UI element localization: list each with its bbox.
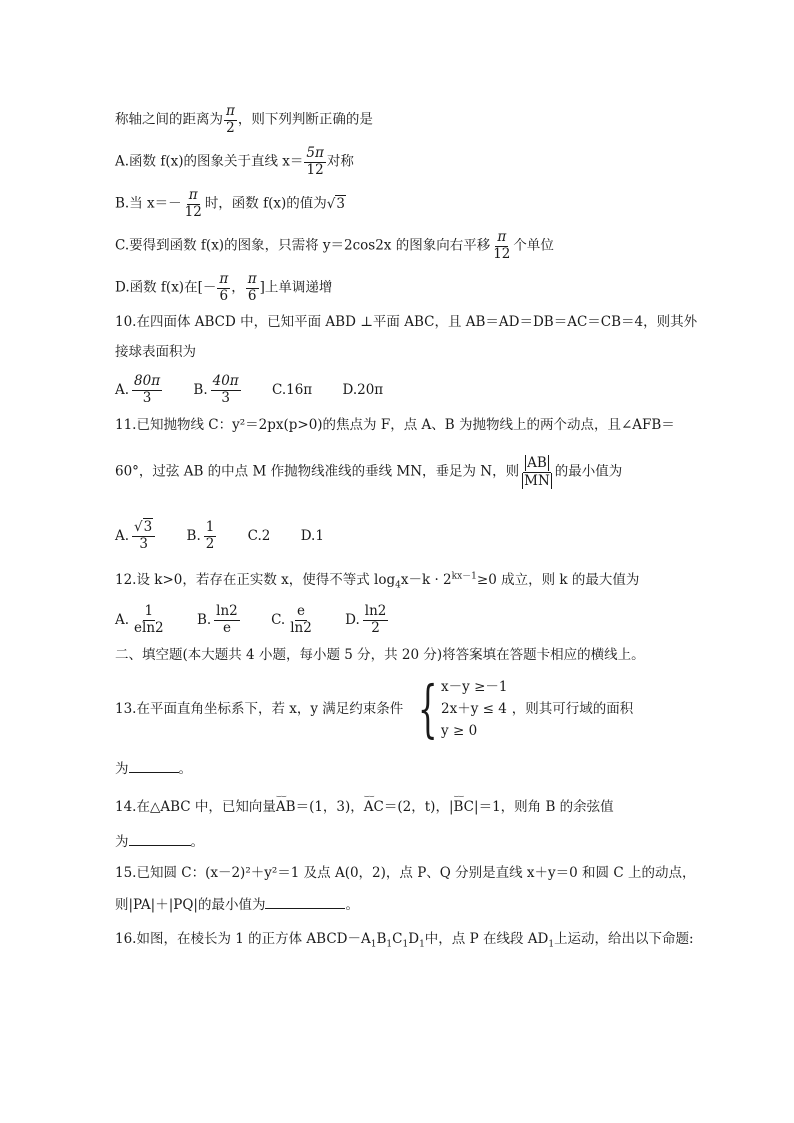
answer-blank[interactable] [265,894,345,909]
q11-options [115,520,694,552]
q14-line1: 14.在△ABC 中，已知向量⌣⌣ AB＝(1，3)，⌣⌣ AC＝(2，t)，|⌣⌣ BC|＝1，则角 B 的余弦值 [115,797,694,817]
q9-stem: 称轴之间的距离为 $\frac{\pi}{2}$ ，则下列判断正确的是 [115,103,373,136]
vector-ab: ⌣⌣ AB [276,797,296,817]
fraction: $\frac{\pi}{12}$ [184,187,202,220]
vector-ac: ⌣⌣ AC [364,797,384,817]
q10-option-c: C.16π [271,381,313,398]
fraction: $\frac{\pi}{12}$ [493,229,511,262]
constraint-system: { x－y ≥－1 2x＋y ≤ 4 y ≥ 0 [417,672,508,745]
q11-option-d: D.1 [300,527,324,544]
q9-option-a: A.函数 f(x)的图象关于直线 x＝ $\frac{5\pi}{12}$ 对称 [115,145,354,178]
q12-option-a: A. $\frac{1}{eln2}$ [115,603,164,636]
q12-option-c: C. $\frac{e}{\ln 2}$ [271,603,312,636]
q10-line1: 10.在四面体 ABCD 中，已知平面 ABD ⊥平面 ABC，且 AB＝AD＝DB＝AC＝CB＝4，则其外 [115,314,698,330]
q12-options [115,604,694,636]
q9-option-d: D.函数 f(x)在[－ $\frac{\pi}{6}$ ， $\frac{\pi}{6}$ ]上单调递增 [115,271,333,304]
q11-option-a: A. $\frac{√3}{3}$ [115,520,156,552]
q11-option-b: B. $\frac{1}{2}$ [186,519,215,552]
answer-blank[interactable] [129,758,179,773]
q9-option-c: C.要得到函数 f(x)的图象，只需将 y＝2cos2x 的图象向右平移 $\frac{\pi}{12}$ 个单位 [115,229,554,262]
q12-line1: 12.设 k>0，若存在正实数 x，使得不等式 $\log_4x-k \cdot 2^{kx-1}\ge 0$ 成立，则 k 的最大值为 [115,571,640,591]
q10-option-d: D.20π [342,381,384,398]
answer-blank[interactable] [129,831,191,846]
q14-line2: 为 。 [115,831,694,852]
q12-option-b: B. $\frac{\ln 2}{e}$ [196,603,238,636]
q10-option-b: B. $\frac{40\pi}{3}$ [193,373,239,406]
section-heading: 二、填空题(本大题共 4 小题，每小题 5 分，共 20 分)将答案填在答题卡相应的横线上。 [115,647,645,663]
vector-bc: ⌣⌣ BC [454,797,475,817]
q13-line2: 为 。 [115,758,694,779]
q12-option-d: D. $\frac{\ln 2}{2}$ [345,603,387,636]
q16-line1: 16.如图，在棱长为 1 的正方体 $ABCD-A_1B_1C_1D_1$中，点 P 在线段 $AD_1$上运动，给出以下命题: [115,931,694,950]
q13-line1: 13.在平面直角坐标系下，若 x，y 满足约束条件 { x－y ≥－1 2x＋y ≤ 4 y ≥ 0 ，则其可行域的面积 [115,672,634,745]
q15-line1: 15.已知圆 C：(x－2)²＋y²＝1 及点 A(0，2)，点 P、Q 分别是直线 x＋y＝0 和圆 C 上的动点， [115,865,696,881]
fraction: $\frac{\pi}{6}$ [219,271,229,304]
q10-option-a: A. $\frac{80\pi}{3}$ [115,373,161,406]
fraction: $\frac{\pi}{2}$ [226,103,235,136]
sqrt: √3 [326,195,345,212]
q10-line2: 接球表面积为 [115,344,196,360]
q9-option-b: B.当 x＝－ $\frac{\pi}{12}$ 时，函数 f(x)的值为√3 [115,187,345,220]
q11-line2: 60°，过弦 AB 的中点 M 作抛物线准线的垂线 MN，垂足为 N，则 $\frac{AB}{MN}$ 的最小值为 [115,455,623,489]
fraction: $\frac{AB}{MN}$ [524,455,550,489]
q11-line1: 11.已知抛物线 C：y²＝2px(p>0)的焦点为 F，点 A、B 为抛物线上的两个动点，且∠AFB＝ [115,417,675,433]
q11-option-c: C.2 [247,527,271,544]
fraction: $\frac{5\pi}{12}$ [306,145,324,178]
q10-options [115,374,694,406]
q15-line2: 则|PA|＋|PQ|的最小值为 。 [115,894,694,915]
fraction: $\frac{\pi}{6}$ [247,271,257,304]
